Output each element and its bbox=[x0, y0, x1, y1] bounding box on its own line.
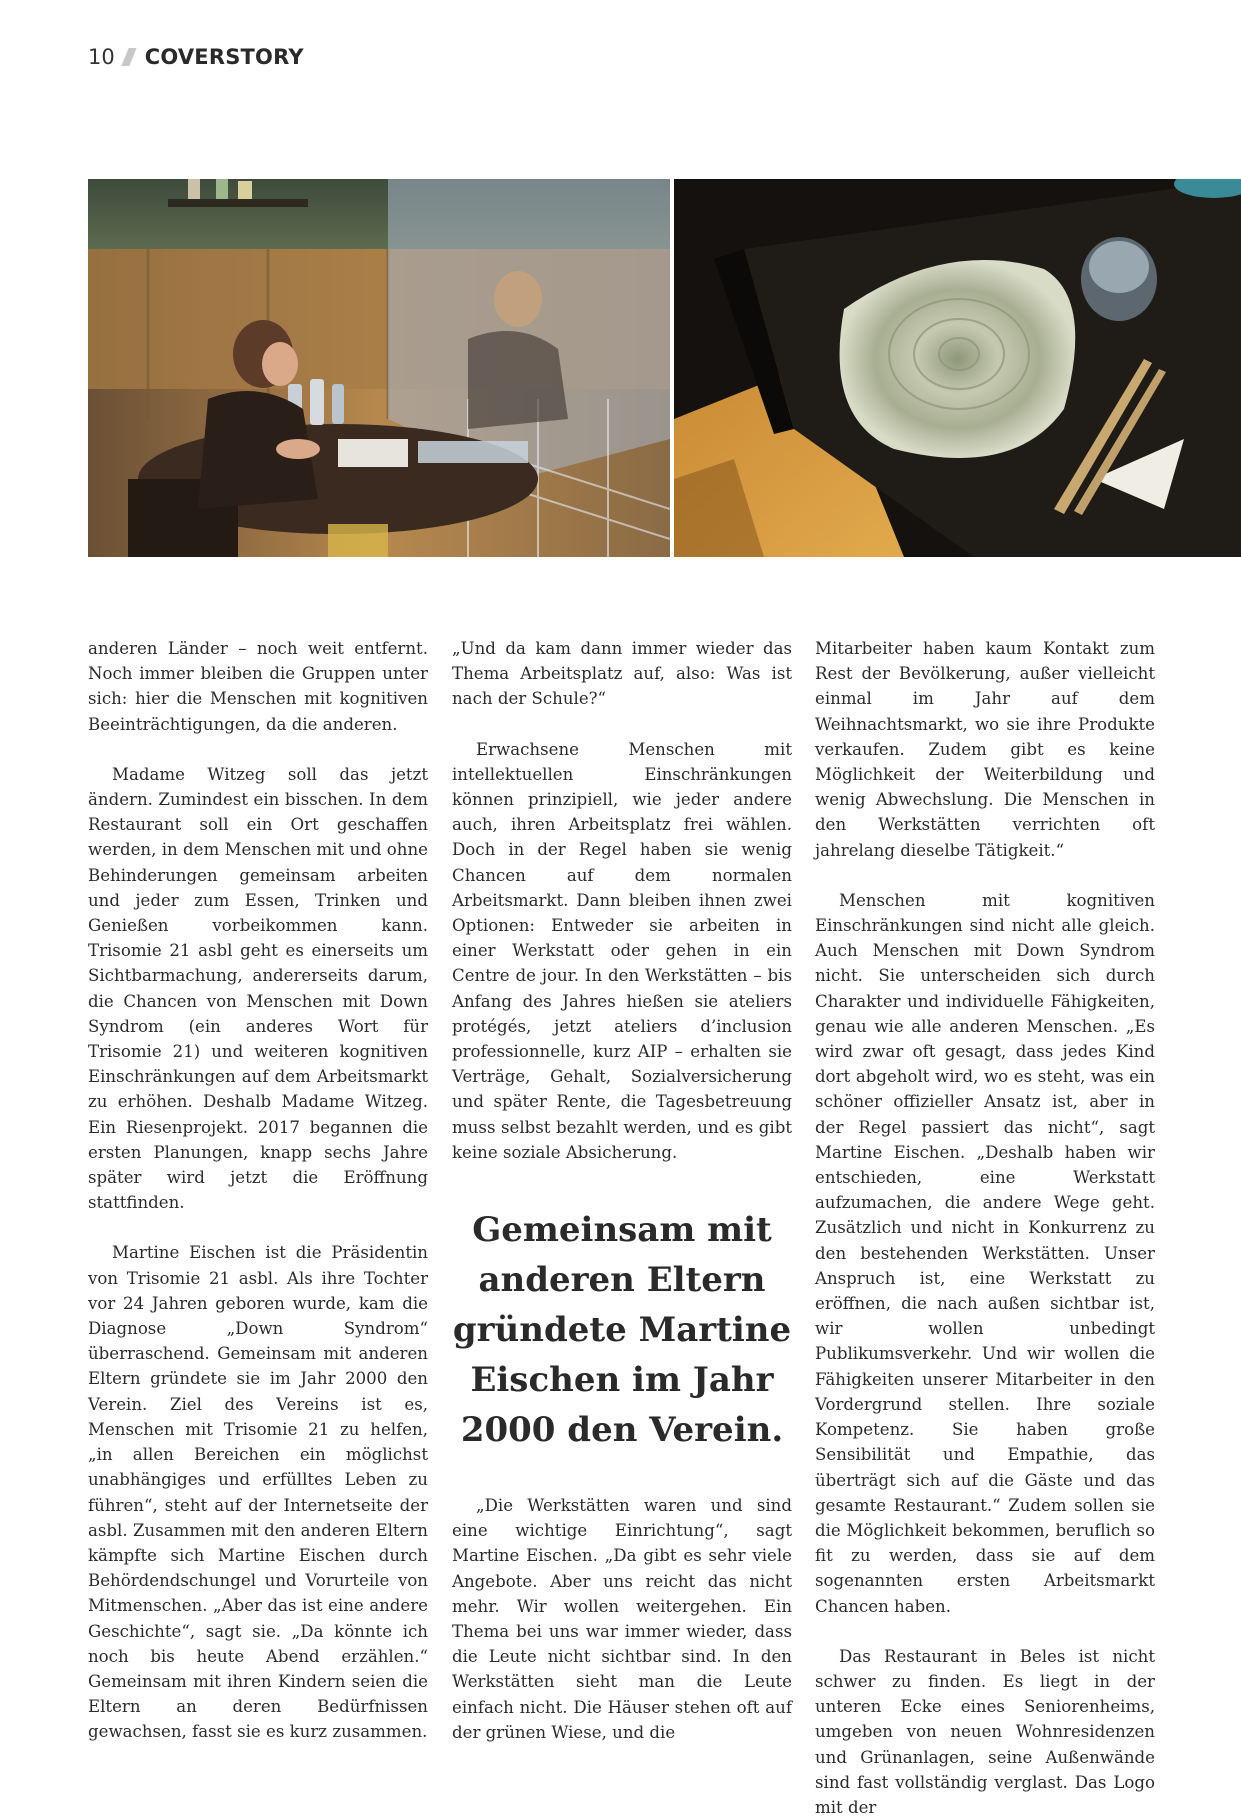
paragraph: Menschen mit kognitiven Einschränkungen sind nicht alle gleich. Auch Menschen mit Down Syndrom nicht. Sie unterscheiden sich durch Charakter und individuelle Fähigkeiten, genau wie alle anderen Menschen. „Es wird zwar oft gesagt, dass jedes Kind dort abgeholt wird, wo es steht, was ein schöner offizieller Ansatz ist, aber in der Regel passiert das nicht“, sagt Martine Eischen. „Deshalb haben wir entschieden, eine Werkstatt aufzumachen, die andere Wege geht. Zusätzlich und nicht in Konkurrenz zu den bestehenden Werkstätten. Unser Anspruch ist, eine Werkstatt zu eröffnen, die nach außen sichtbar ist, wir wollen unbedingt Publikumsverkehr. Und wir wollen die Fähigkeiten unserer Mitarbeiter in den Vordergrund stellen. Ihre soziale Kompetenz. Sie haben große Sensibilität und Empathie, das überträgt sich auf die Gäste und das gesamte Restaurant.“ Zudem sollen sie die Möglichkeit bekommen, beruflich so fit zu werden, dass sie auf dem sogenannten ersten Arbeitsmarkt Chancen haben. bbox=[815, 890, 1155, 1616]
paragraph: Mitarbeiter haben kaum Kontakt zum Rest der Bevölkerung, außer vielleicht einmal im Jahr auf dem Weihnachtsmarkt, wo sie ihre Produkte verkaufen. Zudem gibt es keine Möglichkeit der Weiterbildung und wenig Abwechslung. Die Menschen in den Werkstätten verrichten oft jahrelang dieselbe Tätigkeit.“ bbox=[815, 639, 1155, 860]
paragraph: anderen Länder – noch weit entfernt. Noch immer bleiben die Gruppen unter sich: hier die Menschen mit kognitiven Beeinträchtigungen, da die anderen. bbox=[88, 639, 428, 734]
paragraph: Madame Witzeg soll das jetzt ändern. Zumindest ein bisschen. In dem Restaurant soll ein Ort geschaffen werden, in dem Menschen mit und ohne Behinderungen gemeinsam arbeiten und jeder zum Essen, Trinken und Genießen vorbeikommen kann. Trisomie 21 asbl geht es einerseits um Sichtbarmachung, andererseits darum, die Chancen von Menschen mit Down Syndrom (ein anderes Wort für Trisomie 21) und weiteren kognitiven Einschränkungen auf dem Arbeitsmarkt zu erhöhen. Deshalb Madame Witzeg. Ein Riesenprojekt. 2017 begannen die ersten Planungen, knapp sechs Jahre später wird jetzt die Eröffnung stattfinden. bbox=[88, 764, 428, 1213]
page-header bbox=[88, 42, 304, 72]
page-number: 10 bbox=[88, 45, 115, 69]
paragraph: Erwachsene Menschen mit intellektuellen Einschränkungen können prinzipiell, wie jeder andere auch, ihren Arbeitsplatz frei wählen. Doch in der Regel haben sie wenig Chancen auf dem normalen Arbeitsmarkt. Dann bleiben ihnen zwei Optionen: Entweder sie arbeiten in einer Werkstatt oder gehen in ein Centre de jour. In den Werkstätten – bis Anfang des Jahres hießen sie ateliers protégés, jetzt ateliers d’inclusion professionnelle, kurz AIP – erhalten sie Verträge, Gehalt, Sozialversicherung und später Rente, die Tagesbetreuung muss selbst bezahlt werden, und es gibt keine soziale Absicherung. bbox=[452, 739, 792, 1162]
paragraph: „Und da kam dann immer wieder das Thema Arbeitsplatz auf, also: Was ist nach der Schule?“ bbox=[452, 639, 792, 709]
text-column-3 bbox=[815, 636, 1155, 1820]
photo-table-setting bbox=[674, 179, 1241, 557]
paragraph: Martine Eischen ist die Präsidentin von Trisomie 21 asbl. Als ihre Tochter vor 24 Jahren geboren wurde, kam die Diagnose „Down Syndrom“ überraschend. Gemeinsam mit anderen Eltern gründete sie im Jahr 2000 den Verein. Ziel des Vereins ist es, Menschen mit Trisomie 21 zu helfen, „in allen Bereichen ein möglichst unabhängiges und erfülltes Leben zu führen“, steht auf der Internetseite der asbl. Zusammen mit den anderen Eltern kämpfte sich Martine Eischen durch Behördendschungel und Vorurteile von Mitmenschen. „Aber das ist eine andere Geschichte“, sagt sie. „Da könnte ich noch bis heute Abend erzählen.“ Gemeinsam mit ihren Kindern seien die Eltern an deren Bedürfnissen gewachsen, fasst sie es kurz zusammen. bbox=[88, 1243, 428, 1742]
photo-crafting-woman bbox=[88, 179, 670, 557]
section-divider-mark bbox=[121, 48, 136, 66]
paragraph: „Die Werkstätten waren und sind eine wichtige Einrichtung“, sagt Martine Eischen. „Da gibt es sehr viele Angebote. Aber uns reicht das nicht mehr. Wir wollen weitergehen. Ein Thema bei uns war immer wieder, dass die Leute nicht sichtbar sind. In den Werkstätten sieht man die Leute einfach nicht. Die Häuser stehen oft auf der grünen Wiese, und die bbox=[452, 1496, 792, 1742]
section-title: COVERSTORY bbox=[144, 45, 304, 69]
paragraph: Das Restaurant in Beles ist nicht schwer zu finden. Es liegt in der unteren Ecke eines Seniorenheims, umgeben von neuen Wohnresidenzen und Grünanlagen, seine Außenwände sind fast vollständig verglast. Das Logo mit der bbox=[815, 1646, 1155, 1817]
text-column-1 bbox=[88, 636, 428, 1745]
text-column-2 bbox=[452, 636, 792, 1745]
pull-quote: Gemeinsam mit anderen Eltern gründete Martine Eischen im Jahr 2000 den Verein. bbox=[452, 1210, 792, 1451]
